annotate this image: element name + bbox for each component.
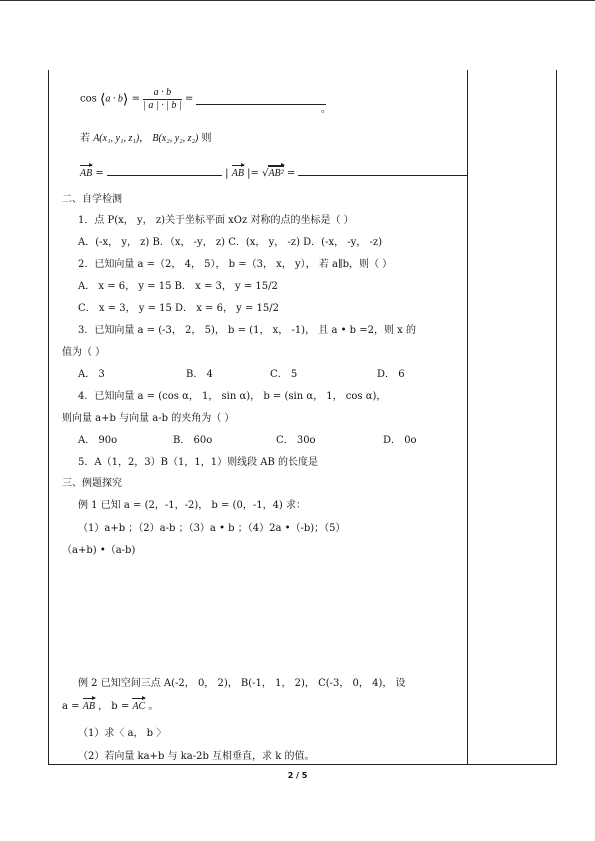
vector-b-def: ， b = <box>98 701 130 712</box>
table-left-border <box>48 70 49 765</box>
question-4-option-a: A． 90o <box>78 435 118 446</box>
question-4-line-1: 4．已知向量 a = (cos α， 1， sin α)， b = (sin α， 1， cos α)， <box>78 391 387 402</box>
vector-ab: AB <box>80 168 93 179</box>
comma: ， <box>139 133 150 144</box>
angle-bracket-left: ⟨ <box>99 91 106 108</box>
question-3-option-c: C． 5 <box>270 369 298 380</box>
example-1-items: （1）a+b ；（2）a-b ；（3）a • b ；（4）2a •（-b)；（5） <box>78 523 346 534</box>
question-1: 1．点 P(x， y， z)关于坐标平面 xOz 对称的点的坐标是（ ） <box>78 215 354 226</box>
points-definition <box>80 132 212 146</box>
question-1-options: A．(-x， y， z) B．（x， -y， z) C．(x， y， -z) D．(-x， -y， -z) <box>78 237 383 248</box>
cos-fraction <box>143 87 182 112</box>
page-number: 2 / 5 <box>287 771 308 780</box>
fraction-numerator: a · b <box>143 87 182 100</box>
example-1-statement: 例 1 已知 a = (2，-1，-2)， b = (0，-1，4) 求： <box>78 500 307 511</box>
vector-ab-example: AB <box>82 701 95 712</box>
question-4-option-c: C． 30o <box>276 435 316 446</box>
question-4-line-2: 则向量 a+b 与向量 a-b 的夹角为（ ） <box>62 413 235 424</box>
equals-sign-2: = <box>184 93 194 105</box>
example-2-question-1: （1）求〈 a， b 〉 <box>78 728 167 739</box>
point-a: A(x₁, y₁, z₁) <box>93 133 140 144</box>
cos-formula <box>80 87 326 109</box>
example-2-question-2: （2）若向量 ka+b 与 ka-2b 互相垂直，求 k 的值。 <box>78 751 315 762</box>
question-3-option-d: D． 6 <box>377 369 405 380</box>
point-b: B(x₂, y₂, z₂) <box>152 133 199 144</box>
ruo-text: 若 <box>80 133 90 144</box>
ab-equals-2: = <box>286 168 296 179</box>
question-3-option-b: B． 4 <box>186 369 213 380</box>
table-bottom-border <box>48 764 557 765</box>
example-2-statement: 例 2 已知空间三点 A(-2， 0， 2)， B(-1， 1， 2)， C(-3， 0， 4)， 设 <box>78 678 406 689</box>
vector-ac-example: AC <box>132 701 146 712</box>
question-3-line-2: 值为（ ） <box>62 347 106 358</box>
formula-period: 。 <box>321 104 331 115</box>
answer-blank-ab-magnitude[interactable] <box>298 165 468 176</box>
sqrt-symbol: √ <box>262 168 269 179</box>
ab-vector-line <box>80 165 468 181</box>
angle-expression: a · b <box>105 93 123 105</box>
ab-magnitude: | AB |= <box>225 168 259 179</box>
answer-blank-cos[interactable] <box>196 94 326 105</box>
fraction-denominator: | a | · | b | <box>143 100 182 111</box>
example-1-items-continued: （a+b) •（a-b) <box>62 545 136 556</box>
sqrt-argument: AB² <box>268 168 284 179</box>
question-2-options-cd: C． x = 3， y = 15 D． x = 6， y = 15/2 <box>78 303 279 314</box>
question-3-option-a: A． 3 <box>78 369 105 380</box>
ab-equals: = <box>95 168 104 179</box>
section-3-heading: 三、例题探究 <box>62 478 122 489</box>
vector-ab-magnitude: AB <box>231 168 244 179</box>
example-2-vectors <box>62 700 158 714</box>
cos-label: cos <box>80 93 97 105</box>
page-top-rule <box>0 0 595 1</box>
section-2-heading: 二、自学检测 <box>62 194 122 205</box>
angle-bracket-right: ⟩ <box>122 91 129 108</box>
question-4-option-d: D． 0o <box>383 435 417 446</box>
question-2: 2．已知向量 a =（2， 4， 5）， b =（3， x， y）， 若 a∥b，则（ ） <box>78 259 393 270</box>
answer-blank-ab[interactable] <box>107 165 222 176</box>
table-right-border <box>556 70 557 765</box>
question-2-options-ab: A． x = 6， y = 15 B． x = 3， y = 15/2 <box>78 281 278 292</box>
vector-a-def: a = <box>62 701 80 712</box>
question-3-line-1: 3．已知向量 a = (-3， 2， 5)， b = (1， x， -1)， 且 a • b =2，则 x 的 <box>78 325 416 336</box>
ze-text: 则 <box>201 133 212 144</box>
question-4-option-b: B． 60o <box>173 435 213 446</box>
equals-sign: = <box>131 93 140 105</box>
example-2-period: 。 <box>148 701 159 712</box>
question-5: 5．A（1，2，3）B（1，1，1）则线段 AB 的长度是 <box>78 457 319 468</box>
